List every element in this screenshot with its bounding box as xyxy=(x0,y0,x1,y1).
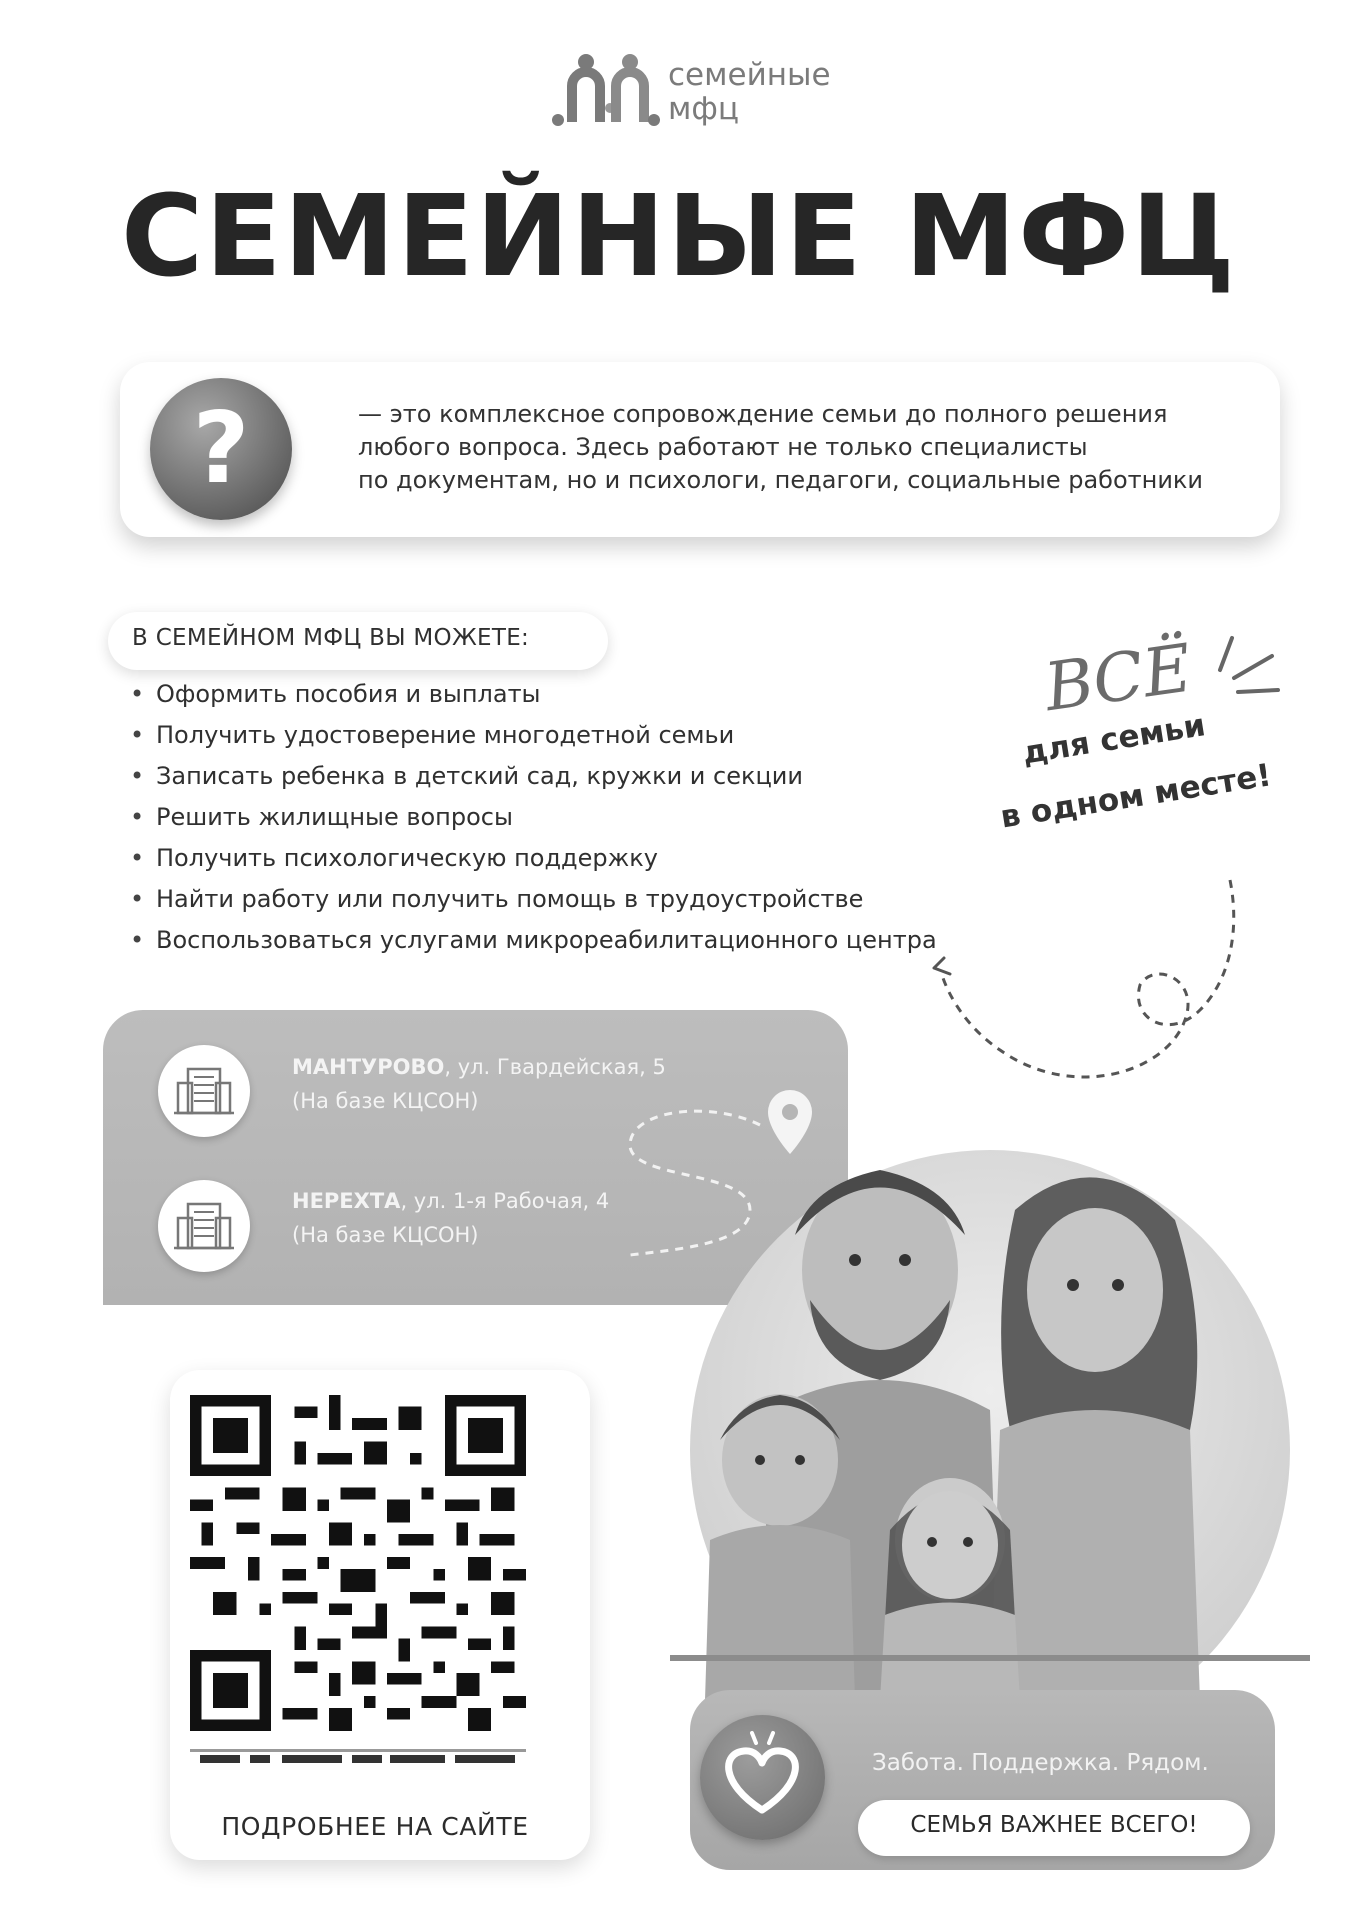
address-street: , ул. Гвардейская, 5 xyxy=(444,1055,666,1079)
qr-scan-artifact xyxy=(190,1745,526,1767)
address-note: (На базе КЦСОН) xyxy=(292,1223,479,1247)
address-city: НЕРЕХТА xyxy=(292,1189,401,1213)
building-icon xyxy=(158,1045,250,1137)
list-item: • Воспользоваться услугами микрореабилитационного центра xyxy=(130,920,937,961)
slogan-tagline: Забота. Поддержка. Рядом. xyxy=(872,1750,1209,1776)
page-title: СЕМЕЙНЫЕ МФЦ xyxy=(120,172,1238,302)
intro-line: любого вопроса. Здесь работают не только специалисты xyxy=(358,433,1088,461)
services-title: В СЕМЕЙНОМ МФЦ ВЫ МОЖЕТЕ: xyxy=(132,625,530,651)
logo-text: семейные мфц xyxy=(668,57,831,127)
services-list xyxy=(130,674,937,961)
address-note: (На базе КЦСОН) xyxy=(292,1089,479,1113)
address-city: МАНТУРОВО xyxy=(292,1055,445,1079)
address-street: , ул. 1-я Рабочая, 4 xyxy=(400,1189,610,1213)
list-item: • Решить жилищные вопросы xyxy=(130,797,937,838)
heart-icon xyxy=(700,1715,825,1840)
callout-line-1: для семьи xyxy=(1020,707,1208,772)
dashed-arrow-icon xyxy=(930,870,1260,1110)
list-item: • Оформить пособия и выплаты xyxy=(130,674,937,715)
intro-text xyxy=(358,398,1258,497)
callout-line-2: в одном месте! xyxy=(998,757,1274,836)
slogan-text: СЕМЬЯ ВАЖНЕЕ ВСЕГО! xyxy=(910,1812,1198,1838)
building-icon xyxy=(158,1180,250,1272)
list-item: • Найти работу или получить помощь в трудоустройстве xyxy=(130,879,937,920)
site-link[interactable]: ПОДРОБНЕЕ НА САЙТЕ xyxy=(221,1812,529,1841)
address-nerekhta xyxy=(292,1184,609,1252)
question-icon: ? xyxy=(150,378,292,520)
intro-line: по документам, но и психологи, педагоги, социальные работники xyxy=(358,466,1204,494)
callout-big: ВСЁ xyxy=(1040,629,1197,727)
intro-line: — это комплексное сопровождение семьи до полного решения xyxy=(358,400,1168,428)
list-item: • Получить психологическую поддержку xyxy=(130,838,937,879)
list-item: • Записать ребенка в детский сад, кружки и секции xyxy=(130,756,937,797)
sparkle-icon xyxy=(1200,630,1290,710)
qr-code-icon[interactable] xyxy=(190,1395,526,1731)
list-item: • Получить удостоверение многодетной семьи xyxy=(130,715,937,756)
